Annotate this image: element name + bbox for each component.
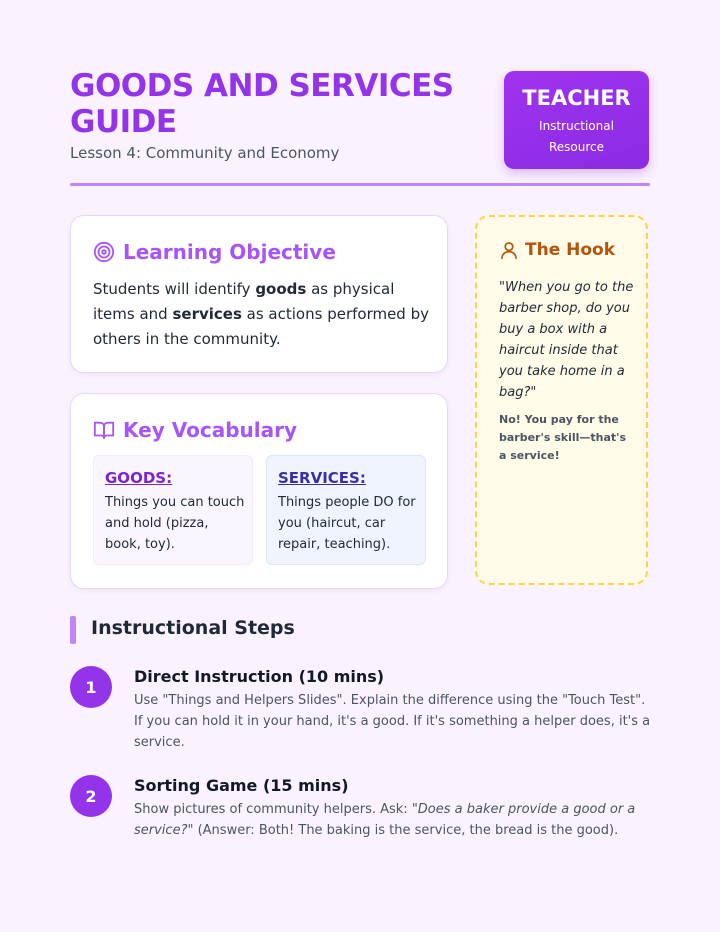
step-1-title: Direct Instruction (10 mins) <box>134 667 385 686</box>
goods-definition: Things you can touch and hold (pizza, book, toy). <box>105 495 245 552</box>
vocabulary-heading <box>93 418 297 442</box>
hook-card <box>475 215 648 585</box>
lesson-subtitle: Lesson 4: Community and Economy <box>70 144 340 162</box>
page-title: GOODS AND SERVICES GUIDE <box>70 68 454 140</box>
objective-heading-text: Learning Objective <box>123 240 336 264</box>
book-icon <box>93 419 115 441</box>
teacher-badge <box>504 71 649 169</box>
goods-keyword: goods <box>255 280 307 298</box>
services-definition: Things people DO for you (haircut, car repair, teaching). <box>278 495 416 552</box>
services-term: SERVICES: <box>278 469 366 487</box>
objective-heading <box>93 240 336 264</box>
badge-title: TEACHER <box>522 86 631 110</box>
hook-heading-text: The Hook <box>525 240 616 260</box>
header-divider <box>70 183 650 186</box>
goods-definition-box <box>93 455 253 565</box>
section-accent-bar <box>70 616 76 644</box>
instructional-steps-heading: Instructional Steps <box>91 617 295 639</box>
step-2-question: "Does a baker provide a good or a service?" <box>134 802 636 838</box>
hook-answer: No! You pay for the barber's skill—that's a service! <box>499 413 627 462</box>
badge-subtitle: Instructional Resource <box>539 119 614 154</box>
step-2-number: 2 <box>70 775 112 817</box>
services-keyword: services <box>172 305 242 323</box>
learning-objective-card <box>70 215 448 373</box>
services-definition-box <box>266 455 426 565</box>
hook-heading <box>499 240 615 260</box>
step-1-number: 1 <box>70 666 112 708</box>
person-icon <box>499 240 519 260</box>
goods-term: GOODS: <box>105 469 173 487</box>
hook-quote: "When you go to the barber shop, do you buy a box with a haircut inside that you take home in a bag?" <box>499 280 634 400</box>
step-2-title: Sorting Game (15 mins) <box>134 776 349 795</box>
key-vocabulary-card <box>70 393 448 589</box>
vocabulary-heading-text: Key Vocabulary <box>123 418 297 442</box>
target-icon <box>93 241 115 263</box>
step-2-description: Show pictures of community helpers. Ask: "Does a baker provide a good or a service?" (Answer: Both! The baking is the service, the bread is the good). <box>134 802 636 838</box>
objective-text: Students will identify goods as physical items and services as actions performed by others in the community. <box>93 280 429 348</box>
step-1-description: Use "Things and Helpers Slides". Explain the difference using the "Touch Test". If you can hold it in your hand, it's a good. If it's something a helper does, it's a service. <box>134 693 651 750</box>
